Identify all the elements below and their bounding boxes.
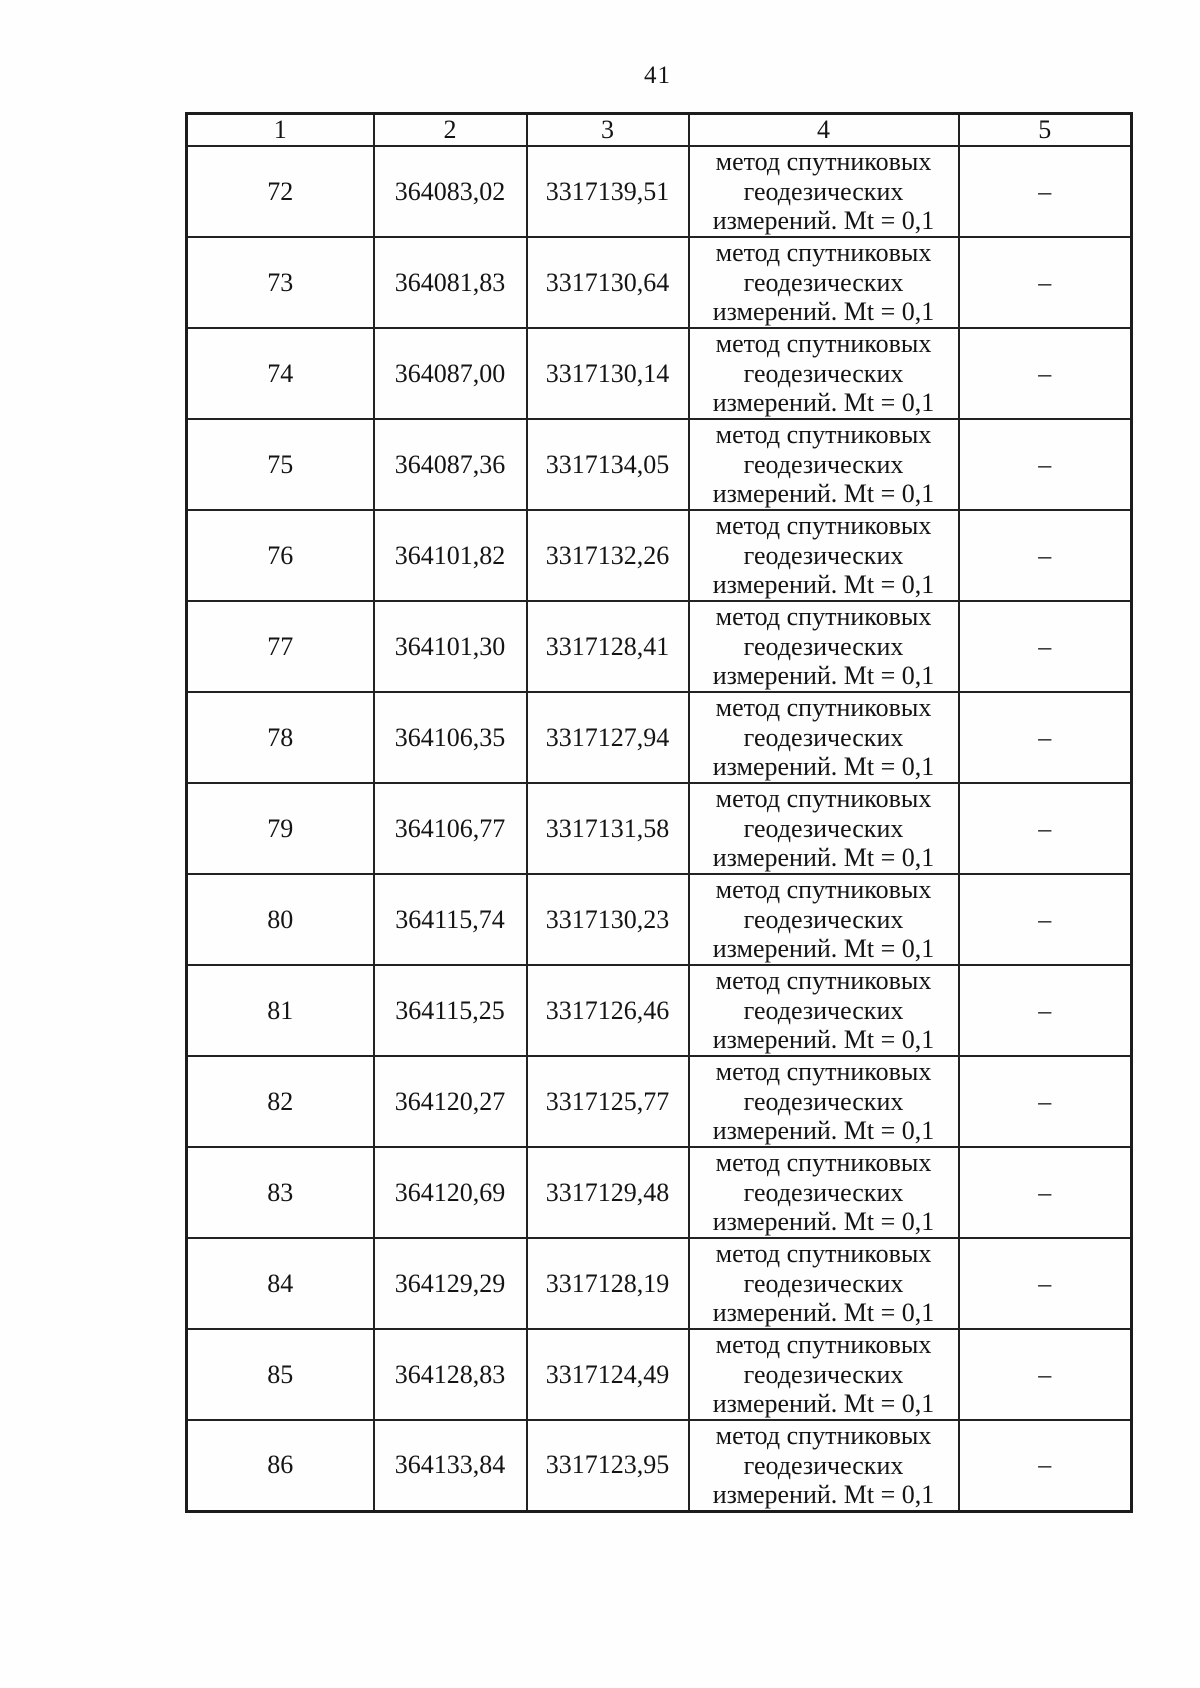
- method-line: геодезических: [743, 1359, 904, 1389]
- method-line: метод спутниковых: [715, 329, 932, 359]
- method-line: геодезических: [743, 813, 904, 843]
- column-header-3: 3: [527, 114, 689, 147]
- note-cell: –: [959, 601, 1132, 692]
- coordinate-x-cell: 364087,00: [374, 328, 527, 419]
- method-cell: [689, 692, 959, 783]
- column-header-1: 1: [187, 114, 374, 147]
- method-line: измерений. Mt = 0,1: [712, 297, 935, 327]
- method-line: метод спутниковых: [715, 966, 932, 996]
- note-cell: –: [959, 146, 1132, 237]
- coordinate-x-cell: 364106,35: [374, 692, 527, 783]
- method-line: измерений. Mt = 0,1: [712, 388, 935, 418]
- method-line: метод спутниковых: [715, 784, 932, 814]
- method-cell: [689, 965, 959, 1056]
- method-line: измерений. Mt = 0,1: [712, 1298, 935, 1328]
- table-row: [187, 237, 1132, 328]
- coordinate-y-cell: 3317123,95: [527, 1420, 689, 1511]
- note-cell: –: [959, 783, 1132, 874]
- method-line: метод спутниковых: [715, 602, 932, 632]
- point-number-cell: 81: [187, 965, 374, 1056]
- method-cell: [689, 874, 959, 965]
- coordinate-y-cell: 3317126,46: [527, 965, 689, 1056]
- coordinate-y-cell: 3317128,41: [527, 601, 689, 692]
- coordinate-y-cell: 3317134,05: [527, 419, 689, 510]
- point-number-cell: 78: [187, 692, 374, 783]
- method-line: метод спутниковых: [715, 147, 932, 177]
- point-number-cell: 75: [187, 419, 374, 510]
- method-line: геодезических: [743, 1177, 904, 1207]
- coordinate-y-cell: 3317130,64: [527, 237, 689, 328]
- note-cell: –: [959, 510, 1132, 601]
- method-line: геодезических: [743, 1450, 904, 1480]
- method-cell: [689, 510, 959, 601]
- coordinates-table: [185, 112, 1133, 1513]
- coordinate-x-cell: 364129,29: [374, 1238, 527, 1329]
- point-number-cell: 83: [187, 1147, 374, 1238]
- method-line: метод спутниковых: [715, 1148, 932, 1178]
- point-number-cell: 79: [187, 783, 374, 874]
- method-line: измерений. Mt = 0,1: [712, 1207, 935, 1237]
- note-cell: –: [959, 237, 1132, 328]
- method-cell: [689, 328, 959, 419]
- method-line: измерений. Mt = 0,1: [712, 661, 935, 691]
- point-number-cell: 85: [187, 1329, 374, 1420]
- coordinate-y-cell: 3317131,58: [527, 783, 689, 874]
- point-number-cell: 86: [187, 1420, 374, 1511]
- table-row: [187, 1147, 1132, 1238]
- method-cell: [689, 783, 959, 874]
- coordinate-x-cell: 364081,83: [374, 237, 527, 328]
- table-row: [187, 419, 1132, 510]
- method-line: геодезических: [743, 904, 904, 934]
- method-line: измерений. Mt = 0,1: [712, 206, 935, 236]
- method-line: измерений. Mt = 0,1: [712, 1025, 935, 1055]
- method-line: измерений. Mt = 0,1: [712, 843, 935, 873]
- note-cell: –: [959, 419, 1132, 510]
- method-line: геодезических: [743, 176, 904, 206]
- table-header-row: [187, 114, 1132, 147]
- coordinate-x-cell: 364101,82: [374, 510, 527, 601]
- table-row: [187, 874, 1132, 965]
- coordinate-x-cell: 364115,74: [374, 874, 527, 965]
- note-cell: –: [959, 1420, 1132, 1511]
- method-cell: [689, 1147, 959, 1238]
- coordinate-y-cell: 3317128,19: [527, 1238, 689, 1329]
- method-cell: [689, 1238, 959, 1329]
- note-cell: –: [959, 1238, 1132, 1329]
- coordinate-x-cell: 364120,69: [374, 1147, 527, 1238]
- note-cell: –: [959, 874, 1132, 965]
- point-number-cell: 76: [187, 510, 374, 601]
- method-line: геодезических: [743, 449, 904, 479]
- point-number-cell: 74: [187, 328, 374, 419]
- method-line: метод спутниковых: [715, 1239, 932, 1269]
- note-cell: –: [959, 328, 1132, 419]
- method-line: метод спутниковых: [715, 875, 932, 905]
- method-cell: [689, 1056, 959, 1147]
- coordinate-y-cell: 3317130,14: [527, 328, 689, 419]
- coordinate-x-cell: 364133,84: [374, 1420, 527, 1511]
- method-line: метод спутниковых: [715, 693, 932, 723]
- table-row: [187, 510, 1132, 601]
- column-header-2: 2: [374, 114, 527, 147]
- column-header-5: 5: [959, 114, 1132, 147]
- coordinate-y-cell: 3317125,77: [527, 1056, 689, 1147]
- note-cell: –: [959, 1329, 1132, 1420]
- point-number-cell: 72: [187, 146, 374, 237]
- point-number-cell: 82: [187, 1056, 374, 1147]
- coordinate-y-cell: 3317124,49: [527, 1329, 689, 1420]
- method-cell: [689, 601, 959, 692]
- table-row: [187, 965, 1132, 1056]
- coordinate-y-cell: 3317129,48: [527, 1147, 689, 1238]
- table-row: [187, 601, 1132, 692]
- table-row: [187, 1329, 1132, 1420]
- coordinate-x-cell: 364115,25: [374, 965, 527, 1056]
- method-line: метод спутниковых: [715, 1057, 932, 1087]
- method-cell: [689, 146, 959, 237]
- method-line: геодезических: [743, 1268, 904, 1298]
- method-line: геодезических: [743, 631, 904, 661]
- table-row: [187, 1238, 1132, 1329]
- table-row: [187, 328, 1132, 419]
- coordinate-x-cell: 364106,77: [374, 783, 527, 874]
- point-number-cell: 73: [187, 237, 374, 328]
- table-row: [187, 692, 1132, 783]
- method-line: измерений. Mt = 0,1: [712, 1479, 935, 1509]
- coordinate-y-cell: 3317130,23: [527, 874, 689, 965]
- coordinate-x-cell: 364128,83: [374, 1329, 527, 1420]
- point-number-cell: 77: [187, 601, 374, 692]
- method-cell: [689, 419, 959, 510]
- method-line: геодезических: [743, 1086, 904, 1116]
- method-line: геодезических: [743, 267, 904, 297]
- coordinate-x-cell: 364087,36: [374, 419, 527, 510]
- note-cell: –: [959, 692, 1132, 783]
- coordinate-x-cell: 364101,30: [374, 601, 527, 692]
- method-line: метод спутниковых: [715, 420, 932, 450]
- method-cell: [689, 1420, 959, 1511]
- note-cell: –: [959, 1147, 1132, 1238]
- method-line: геодезических: [743, 358, 904, 388]
- coordinate-y-cell: 3317132,26: [527, 510, 689, 601]
- point-number-cell: 84: [187, 1238, 374, 1329]
- method-line: геодезических: [743, 722, 904, 752]
- method-line: измерений. Mt = 0,1: [712, 1389, 935, 1419]
- method-line: метод спутниковых: [715, 511, 932, 541]
- coordinate-y-cell: 3317127,94: [527, 692, 689, 783]
- method-line: измерений. Mt = 0,1: [712, 752, 935, 782]
- page-number: 41: [644, 62, 671, 89]
- table-row: [187, 783, 1132, 874]
- method-line: геодезических: [743, 995, 904, 1025]
- column-header-4: 4: [689, 114, 959, 147]
- method-cell: [689, 1329, 959, 1420]
- method-line: геодезических: [743, 540, 904, 570]
- table-row: [187, 1420, 1132, 1511]
- method-line: метод спутниковых: [715, 238, 932, 268]
- coordinate-x-cell: 364083,02: [374, 146, 527, 237]
- method-line: метод спутниковых: [715, 1330, 932, 1360]
- method-line: измерений. Mt = 0,1: [712, 934, 935, 964]
- method-line: метод спутниковых: [715, 1421, 932, 1451]
- table-row: [187, 1056, 1132, 1147]
- table-row: [187, 146, 1132, 237]
- note-cell: –: [959, 1056, 1132, 1147]
- note-cell: –: [959, 965, 1132, 1056]
- method-cell: [689, 237, 959, 328]
- coordinate-y-cell: 3317139,51: [527, 146, 689, 237]
- method-line: измерений. Mt = 0,1: [712, 570, 935, 600]
- method-line: измерений. Mt = 0,1: [712, 479, 935, 509]
- method-line: измерений. Mt = 0,1: [712, 1116, 935, 1146]
- point-number-cell: 80: [187, 874, 374, 965]
- coordinate-x-cell: 364120,27: [374, 1056, 527, 1147]
